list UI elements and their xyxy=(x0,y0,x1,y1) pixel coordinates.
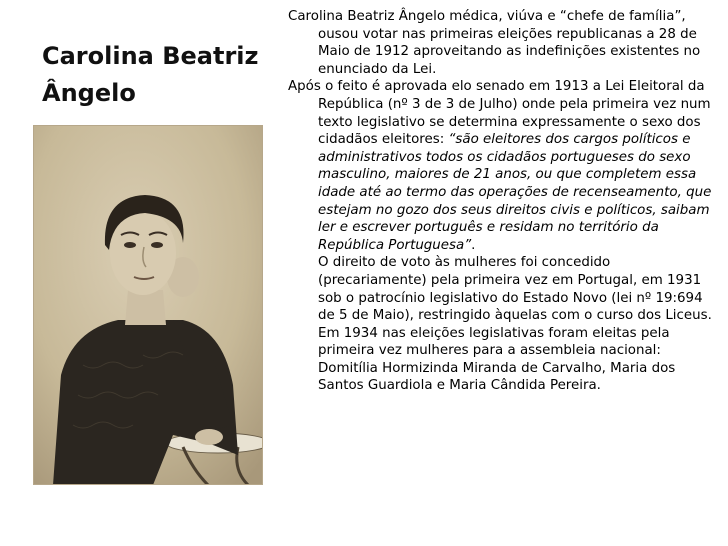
title-line-2: Ângelo xyxy=(42,79,136,107)
portrait-photo xyxy=(33,125,263,485)
law-quote: “são eleitores dos cargos políticos e administrativos todos os cidadãos portugueses do sexo masculino, maiores de 21 anos, ou que completem essa idade até ao termo das operações de recenseamento, que estejam no gozo dos seus direitos civis e políticos, saibam ler e escrever português e residam no território da República Portuguesa” xyxy=(318,132,712,253)
body-text xyxy=(288,8,718,395)
title-line-1: Carolina Beatriz xyxy=(42,42,259,70)
paragraph-2-cont: O direito de voto às mulheres foi concedido (precariamente) pela primeira vez em Portugal, em 1931 sob o patrocínio legislativo do Estado Novo (lei nº 19:694 de 5 de Maio), restringido àquelas com o curso dos Liceus. Em 1934 nas eleições legislativas foram eleitas pela primeira vez mulheres para a assembleia nacional: Domitília Hormizinda Miranda de Carvalho, Maria dos Santos Guardiola e Maria Cândida Pereira. xyxy=(318,255,712,394)
paragraph-2-lead: Após o feito é aprovada elo senado em 1913 a Lei Eleitoral da República (nº 3 de 3 de Julho) onde pela primeira vez num texto legislativo se determina expressamente o sexo dos cidadãos eleitores: xyxy=(288,79,711,148)
slide-title xyxy=(42,38,272,112)
paragraph-2 xyxy=(288,78,718,395)
paragraph-2-tail: . xyxy=(471,237,476,253)
paragraph-1-text: Carolina Beatriz Ângelo médica, viúva e “chefe de família”, ousou votar nas primeiras eleições republicanas a 28 de Maio de 1912 aproveitando as indefinições existentes no enunciado da Lei. xyxy=(288,9,701,77)
paragraph-1 xyxy=(288,8,718,78)
